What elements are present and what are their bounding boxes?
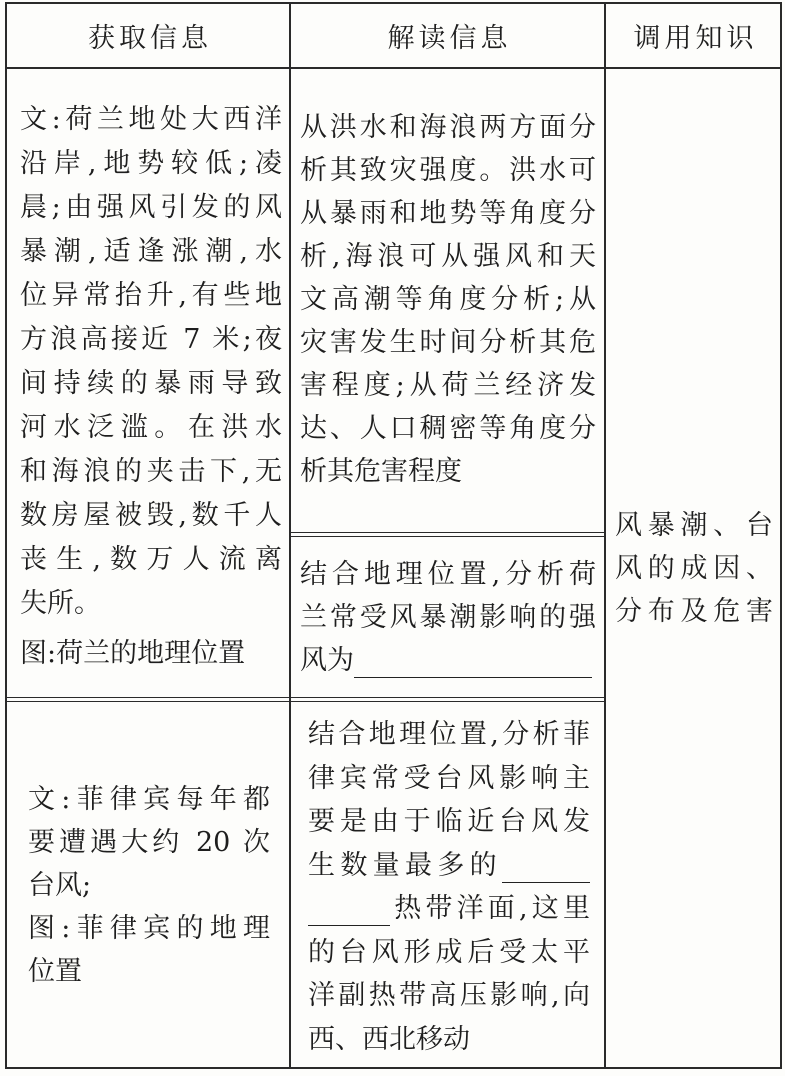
text-line: 台风; bbox=[28, 870, 92, 901]
cell-interpret-philippines bbox=[308, 713, 590, 1061]
text-line: 从洪水和海浪两方面分 bbox=[300, 112, 596, 143]
text-line: 达、人口稠密等角度分 bbox=[300, 413, 596, 444]
text-line: 方浪高接近 7 米;夜 bbox=[20, 324, 282, 355]
subcell-divider bbox=[291, 532, 604, 537]
header-divider bbox=[5, 67, 782, 69]
text-line: 图:菲律宾的地理 bbox=[28, 913, 270, 944]
text-line: 文:荷兰地处大西洋 bbox=[20, 104, 282, 135]
header-obtain-info: 获取信息 bbox=[88, 23, 212, 54]
text-line: 析其致灾强度。洪水可 bbox=[300, 155, 596, 186]
text-line-with-blank bbox=[308, 844, 590, 888]
text-line: 沿岸,地势较低;凌 bbox=[20, 148, 282, 179]
text-line: 河水泛滥。在洪水 bbox=[20, 412, 282, 443]
paragraph bbox=[20, 98, 282, 626]
text-line: 位置 bbox=[28, 956, 82, 987]
text-segment: 热带洋面,这里 bbox=[390, 893, 590, 924]
text-line: 失所。 bbox=[20, 588, 101, 619]
text-line: 丧生,数万人流离 bbox=[20, 544, 282, 575]
text-line: 暴潮,适逢涨潮,水 bbox=[20, 236, 282, 267]
header-interpret-info: 解读信息 bbox=[387, 23, 512, 54]
text-line: 西、西北移动 bbox=[308, 1023, 470, 1055]
cell-obtain-philippines bbox=[28, 778, 270, 993]
text-segment: 风为 bbox=[300, 645, 354, 676]
text-line: 析,海浪可从强风和天 bbox=[300, 241, 596, 272]
text-line: 分布及危害 bbox=[615, 596, 773, 627]
paragraph bbox=[20, 632, 282, 676]
cell-apply-knowledge bbox=[615, 504, 773, 633]
text-line: 结合地理位置,分析荷 bbox=[300, 559, 596, 590]
text-line: 晨;由强风引发的风 bbox=[20, 192, 282, 223]
paragraph bbox=[28, 778, 270, 907]
column-divider-2 bbox=[604, 2, 606, 1069]
paragraph bbox=[28, 907, 270, 993]
text-line: 兰常受风暴潮影响的强 bbox=[300, 602, 596, 633]
answer-blank bbox=[502, 852, 590, 883]
text-line: 间持续的暴雨导致 bbox=[20, 368, 282, 399]
text-segment: 生数量最多的 bbox=[308, 849, 502, 881]
text-line: 洋副热带高压影响,向 bbox=[308, 980, 590, 1011]
text-line: 图:荷兰的地理位置 bbox=[20, 638, 246, 669]
text-line: 位异常抬升,有些地 bbox=[20, 280, 282, 311]
text-line: 和海浪的夹击下,无 bbox=[20, 456, 282, 487]
text-line: 析其危害程度 bbox=[300, 456, 462, 487]
row-divider bbox=[7, 697, 604, 702]
text-line: 风的成因、 bbox=[615, 553, 773, 584]
answer-blank bbox=[354, 647, 592, 678]
text-line: 风暴潮、台 bbox=[615, 510, 773, 541]
header-apply-knowledge: 调用知识 bbox=[633, 23, 758, 54]
text-line: 文:菲律宾每年都 bbox=[28, 784, 270, 815]
text-line: 律宾常受台风影响主 bbox=[308, 762, 590, 794]
text-line-with-blank bbox=[300, 639, 596, 682]
answer-blank bbox=[308, 895, 390, 926]
text-line-with-blank bbox=[308, 887, 590, 931]
text-line: 文高潮等角度分析;从 bbox=[300, 284, 596, 315]
text-line: 的台风形成后受太平 bbox=[308, 936, 590, 968]
text-line: 要是由于临近台风发 bbox=[308, 806, 590, 837]
text-line: 从暴雨和地势等角度分 bbox=[300, 198, 596, 229]
cell-interpret-netherlands-analysis bbox=[300, 106, 596, 493]
text-line: 灾害发生时间分析其危 bbox=[300, 327, 596, 358]
text-line: 数房屋被毁,数千人 bbox=[20, 500, 282, 531]
cell-obtain-netherlands bbox=[20, 98, 282, 676]
text-line: 害程度;从荷兰经济发 bbox=[300, 370, 596, 401]
text-line: 要遭遇大约 20 次 bbox=[28, 827, 270, 858]
text-line: 结合地理位置,分析菲 bbox=[308, 719, 590, 750]
cell-interpret-netherlands-wind bbox=[300, 553, 596, 682]
